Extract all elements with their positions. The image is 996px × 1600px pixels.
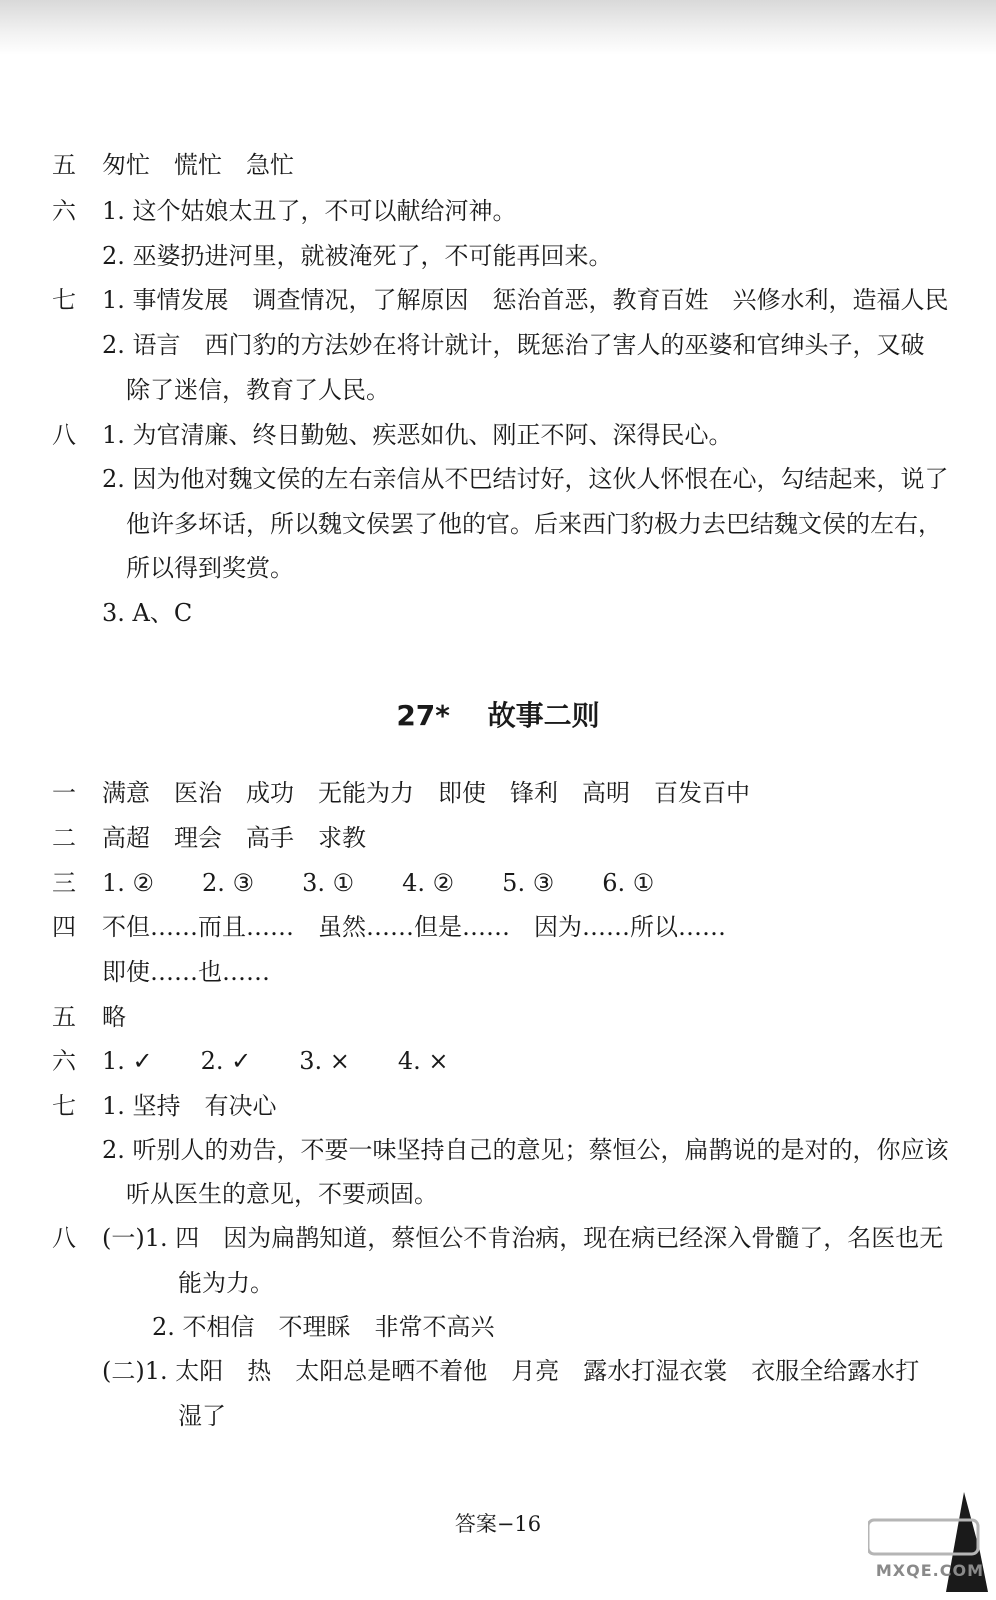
lesson-name: 故事二则 [487,699,600,732]
answer-line: 2. 因为他对魏文侯的左右亲信从不巴结讨好，这伙人怀恨在心，勾结起来，说了 [102,465,949,493]
lesson-number: 27* [396,699,450,732]
section-number: 五 [52,151,76,179]
answer-line: (二)1. 太阳 热 太阳总是晒不着他 月亮 露水打湿衣裳 衣服全给露水打 [102,1357,920,1385]
answer-line: 除了迷信，教育了人民。 [126,376,390,404]
answer-line: 即使……也…… [102,958,270,986]
section-number: 七 [52,286,76,314]
answer-line: 满意 医治 成功 无能为力 即使 锋利 高明 百发百中 [102,779,750,807]
section-number: 六 [52,1047,76,1075]
answer-line: 不但……而且…… 虽然……但是…… 因为……所以…… [102,913,726,941]
answer-line: 略 [102,1003,126,1031]
answer-line: (一)1. 四 因为扁鹊知道，蔡恒公不肯治病，现在病已经深入骨髓了，名医也无 [102,1224,944,1252]
section-number: 八 [52,421,76,449]
answer-line: 1. 事情发展 调查情况，了解原因 惩治首恶，教育百姓 兴修水利，造福人民 [102,286,949,314]
answer-line: 听从医生的意见，不要顽固。 [126,1180,438,1208]
section-number: 四 [52,913,76,941]
page-number: 答案−16 [454,1512,542,1536]
answer-line: 2. 不相信 不理睬 非常不高兴 [152,1313,495,1341]
answer-line: 3. A、C [102,599,193,627]
answer-line: 1. 这个姑娘太丑了，不可以献给河神。 [102,197,517,225]
answer-line: 1. 为官清廉、终日勤勉、疾恶如仇、刚正不阿、深得民心。 [102,421,733,449]
answer-line: 2. 巫婆扔进河里，就被淹死了，不可能再回来。 [102,242,613,270]
answer-line: 能为力。 [178,1269,274,1297]
answer-line: 所以得到奖赏。 [126,554,294,582]
section-number: 一 [52,779,76,807]
section-number: 三 [52,869,76,897]
answer-line: 1. ✓ 2. ✓ 3. × 4. × [102,1047,449,1075]
watermark-text: MXQE.COM [875,1561,984,1580]
answer-line: 高超 理会 高手 求教 [102,824,366,852]
answer-line: 匆忙 慌忙 急忙 [102,151,294,179]
lesson-title [0,694,996,734]
section-number: 二 [52,824,76,852]
answer-line: 湿了 [178,1402,226,1430]
answer-line: 1. ② 2. ③ 3. ① 4. ② 5. ③ 6. ① [102,869,655,897]
section-number: 五 [52,1003,76,1031]
section-number: 六 [52,197,76,225]
section-number: 八 [52,1224,76,1252]
answer-line: 2. 听别人的劝告，不要一味坚持自己的意见；蔡恒公，扁鹊说的是对的，你应该 [102,1136,949,1164]
page-top-shadow [0,0,996,55]
answer-line: 他许多坏话，所以魏文侯罢了他的官。后来西门豹极力去巴结魏文侯的左右， [126,510,942,538]
answer-line: 2. 语言 西门豹的方法妙在将计就计，既惩治了害人的巫婆和官绅头子，又破 [102,331,925,359]
section-number: 七 [52,1092,76,1120]
answer-line: 1. 坚持 有决心 [102,1092,277,1120]
